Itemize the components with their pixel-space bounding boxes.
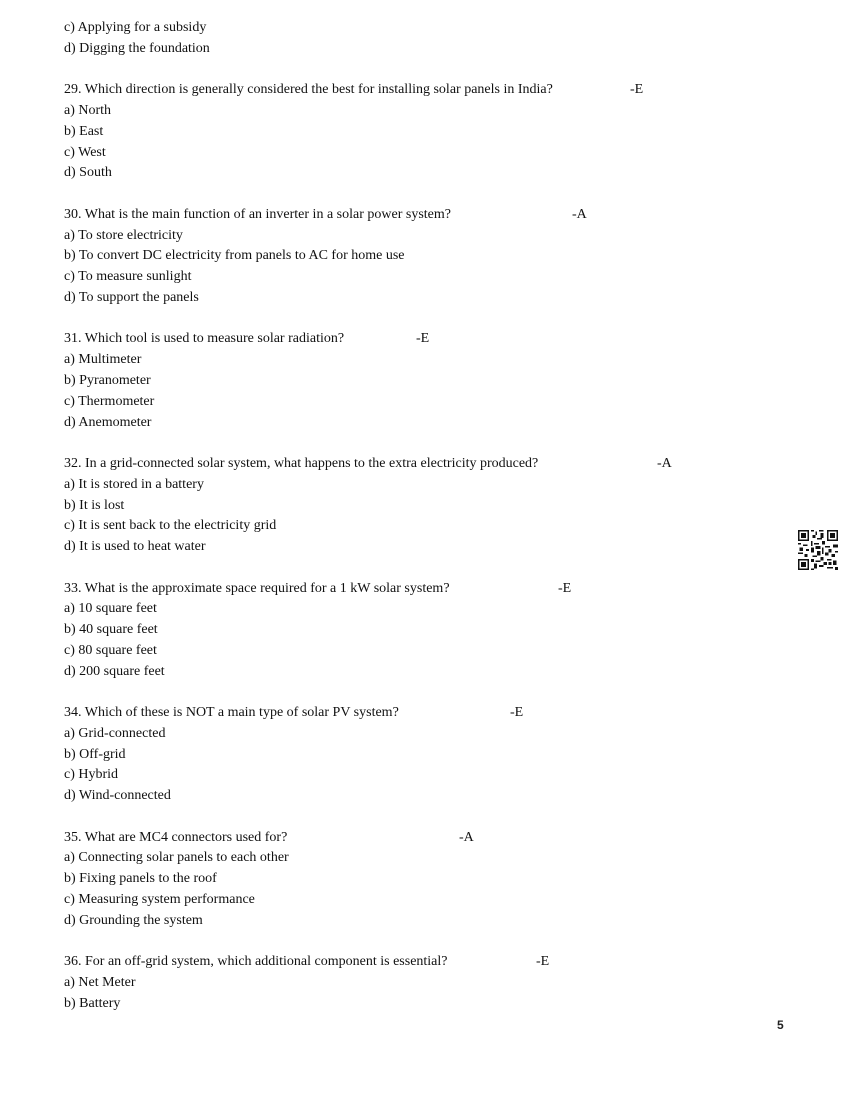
- question-text: 35. What are MC4 connectors used for?: [64, 829, 288, 845]
- option: b) Pyranometer: [64, 372, 151, 388]
- option: d) Anemometer: [64, 414, 152, 430]
- option: c) Measuring system performance: [64, 892, 255, 908]
- option: a) 10 square feet: [64, 601, 157, 617]
- option: b) Off-grid: [64, 746, 126, 762]
- question-text: 36. For an off-grid system, which additional component is essential?: [64, 954, 448, 970]
- question-text: 30. What is the main function of an inverter in a solar power system?: [64, 206, 451, 222]
- option: c) To measure sunlight: [64, 269, 192, 285]
- question-text: 31. Which tool is used to measure solar radiation?: [64, 331, 345, 347]
- question-31: [64, 329, 784, 433]
- option: b) Battery: [64, 995, 121, 1011]
- option: b) 40 square feet: [64, 622, 158, 638]
- option: a) Multimeter: [64, 352, 142, 368]
- option: a) Net Meter: [64, 975, 136, 991]
- question-tag: -A: [572, 206, 587, 222]
- question-30: [64, 205, 784, 309]
- option: c) Applying for a subsidy: [64, 20, 207, 35]
- question-tag: -E: [558, 580, 572, 596]
- option: a) It is stored in a battery: [64, 476, 204, 492]
- option: d) Wind-connected: [64, 788, 171, 804]
- option: c) Thermometer: [64, 393, 155, 409]
- question-tag: -E: [416, 331, 430, 347]
- question-32: [64, 454, 784, 558]
- option: a) North: [64, 102, 112, 118]
- option: c) Hybrid: [64, 767, 119, 783]
- option: d) To support the panels: [64, 289, 199, 305]
- question-tag: -A: [657, 455, 672, 471]
- question-tag: -A: [459, 829, 474, 845]
- option: d) 200 square feet: [64, 663, 165, 679]
- question-33: [64, 579, 784, 683]
- option: c) 80 square feet: [64, 642, 157, 658]
- option: a) Connecting solar panels to each other: [64, 850, 289, 866]
- question-text: 33. What is the approximate space required for a 1 kW solar system?: [64, 580, 450, 596]
- question-36: [64, 952, 784, 1014]
- option: b) East: [64, 123, 104, 139]
- question-text: 29. Which direction is generally considered the best for installing solar panels in India?: [64, 82, 553, 98]
- question-tag: -E: [536, 954, 550, 970]
- question-text: 32. In a grid-connected solar system, what happens to the extra electricity produced?: [64, 455, 539, 471]
- intro-options: [64, 18, 784, 60]
- option: c) West: [64, 144, 106, 160]
- option: c) It is sent back to the electricity grid: [64, 518, 277, 534]
- option: b) Fixing panels to the roof: [64, 871, 217, 887]
- question-page: [64, 18, 784, 1015]
- page-number: 5: [777, 1018, 784, 1032]
- option: d) South: [64, 165, 112, 181]
- option: a) Grid-connected: [64, 725, 166, 741]
- question-text: 34. Which of these is NOT a main type of solar PV system?: [64, 705, 399, 721]
- qr-code-icon[interactable]: [798, 530, 838, 570]
- option: b) To convert DC electricity from panels to AC for home use: [64, 248, 405, 264]
- question-35: [64, 828, 784, 932]
- question-tag: -E: [630, 82, 644, 98]
- option: a) To store electricity: [64, 227, 183, 243]
- option: d) Digging the foundation: [64, 40, 210, 56]
- option: d) It is used to heat water: [64, 539, 206, 555]
- question-tag: -E: [510, 705, 524, 721]
- option: b) It is lost: [64, 497, 125, 513]
- question-34: [64, 703, 784, 807]
- option: d) Grounding the system: [64, 912, 203, 928]
- question-29: [64, 80, 784, 184]
